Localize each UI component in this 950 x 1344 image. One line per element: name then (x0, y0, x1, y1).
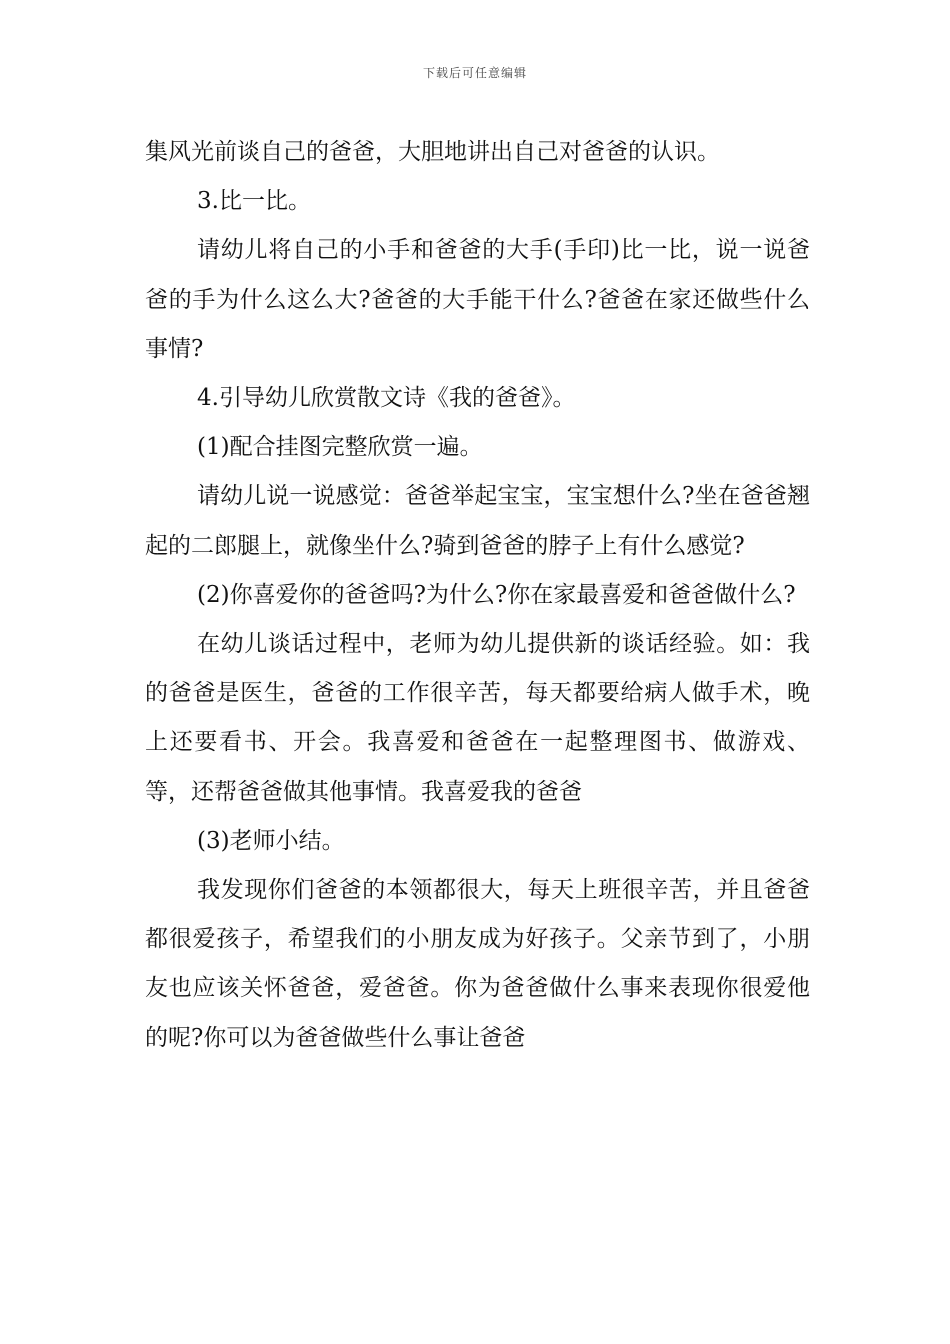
paragraph: 我发现你们爸爸的本领都很大，每天上班很辛苦，并且爸爸都很爱孩子，希望我们的小朋友成为好孩子。父亲节到了，小朋友也应该关怀爸爸，爱爸爸。你为爸爸做什么事来表现你很爱他的呢?你可以为爸爸做些什么事让爸爸 (145, 877, 810, 1051)
paragraph: (3)老师小结。 (197, 827, 345, 854)
paragraph: 3.比一比。 (197, 188, 311, 215)
paragraph: 请幼儿将自己的小手和爸爸的大手(手印)比一比，说一说爸爸的手为什么这么大?爸爸的大手能干什么?爸爸在家还做些什么事情? (145, 237, 810, 362)
paragraph: 集风光前谈自己的爸爸，大胆地讲出自己对爸爸的认识。 (145, 139, 720, 165)
paragraph: 在幼儿谈话过程中，老师为幼儿提供新的谈话经验。如：我的爸爸是医生，爸爸的工作很辛苦，每天都要给病人做手术，晚上还要看书、开会。我喜爱和爸爸在一起整理图书、做游戏、等，还帮爸爸做其他事情。我喜爱我的爸爸 (145, 631, 810, 805)
paragraph: (2)你喜爱你的爸爸吗?为什么?你在家最喜爱和爸爸做什么? (197, 581, 796, 608)
paragraph: 请幼儿说一说感觉：爸爸举起宝宝，宝宝想什么?坐在爸爸翘起的二郎腿上，就像坐什么?骑到爸爸的脖子上有什么感觉? (145, 483, 810, 559)
paragraph: (1)配合挂图完整欣赏一遍。 (197, 434, 483, 461)
paragraph: 4.引导幼儿欣赏散文诗《我的爸爸》。 (197, 385, 576, 412)
page-header: 下载后可任意编辑 (422, 66, 527, 80)
document-body (145, 128, 810, 1063)
